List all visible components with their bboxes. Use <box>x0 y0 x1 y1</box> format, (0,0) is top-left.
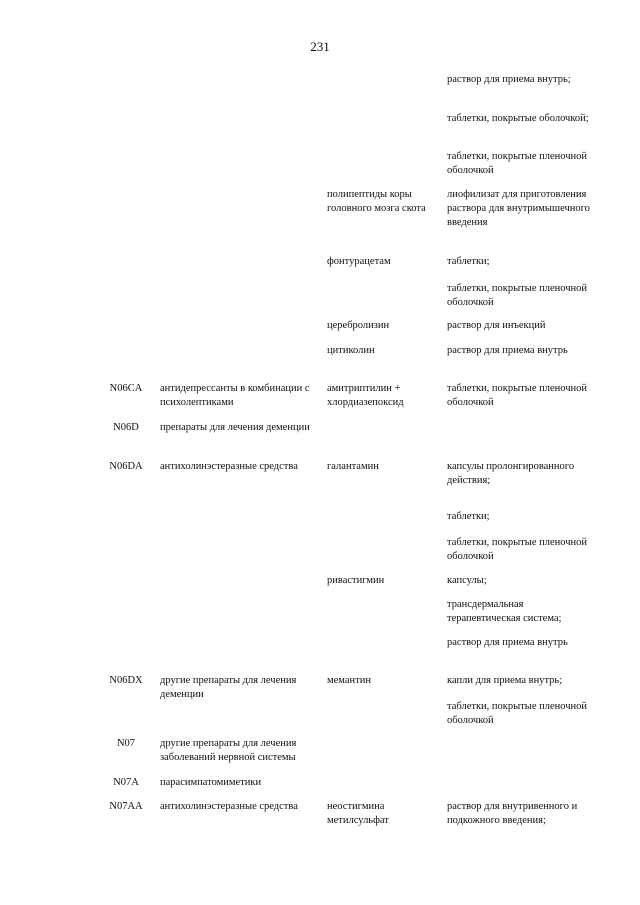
pharmacological-group: парасимпатомиметики <box>160 777 262 788</box>
drug-name: амитриптилин + хлордиазепоксид <box>327 383 404 408</box>
dosage-form: таблетки, покрытые пленочной оболочкой <box>447 537 588 562</box>
dosage-form: таблетки, покрытые пленочной оболочкой <box>447 283 588 308</box>
atc-code: N06CA <box>109 383 143 394</box>
dosage-form: таблетки, покрытые оболочкой; <box>447 113 589 124</box>
dosage-form: раствор для инъекций <box>447 320 546 331</box>
dosage-form: капсулы; <box>447 575 487 586</box>
atc-code: N07AA <box>109 801 143 812</box>
pharmacological-group: антидепрессанты в комбинации с психолептиками <box>160 383 310 408</box>
pharmacological-group: антихолинэстеразные средства <box>160 461 298 472</box>
dosage-form: раствор для приема внутрь; <box>447 74 571 85</box>
dosage-form: капли для приема внутрь; <box>447 675 563 686</box>
dosage-form: трансдермальная терапевтическая система; <box>447 599 562 624</box>
dosage-form: таблетки; <box>447 256 490 267</box>
atc-code: N06DA <box>109 461 143 472</box>
dosage-form: таблетки; <box>447 511 490 522</box>
pharmacological-group: другие препараты для лечения заболеваний нервной системы <box>160 738 297 763</box>
dosage-form: раствор для внутривенного и подкожного введения; <box>447 801 578 826</box>
pharmacological-group: антихолинэстеразные средства <box>160 801 298 812</box>
drug-name: галантамин <box>327 461 379 472</box>
drug-name: фонтурацетам <box>327 256 391 267</box>
dosage-form: лиофилизат для приготовления раствора для внутримышечного введения <box>447 189 590 228</box>
page-number: 231 <box>310 39 330 54</box>
dosage-form: таблетки, покрытые пленочной оболочкой <box>447 701 588 726</box>
drug-name: церебролизин <box>327 320 390 331</box>
drug-name: полипептиды коры головного мозга скота <box>327 189 426 214</box>
drug-name: цитиколин <box>327 345 375 356</box>
atc-code: N07 <box>116 738 136 749</box>
dosage-form: раствор для приема внутрь <box>447 345 568 356</box>
dosage-form: капсулы пролонгированного действия; <box>447 461 575 486</box>
dosage-form: таблетки, покрытые пленочной оболочкой <box>447 383 588 408</box>
pharmacological-group: препараты для лечения деменции <box>160 422 310 433</box>
dosage-form: раствор для приема внутрь <box>447 637 568 648</box>
atc-code: N07A <box>113 777 139 788</box>
drug-name: ривастигмин <box>327 575 385 586</box>
drug-name: мемантин <box>327 675 371 686</box>
atc-code: N06D <box>113 422 139 433</box>
pharmacological-group: другие препараты для лечения деменции <box>160 675 297 700</box>
dosage-form: таблетки, покрытые пленочной оболочкой <box>447 151 588 176</box>
atc-code: N06DX <box>109 675 143 686</box>
drug-name: неостигмина метилсульфат <box>327 801 389 826</box>
